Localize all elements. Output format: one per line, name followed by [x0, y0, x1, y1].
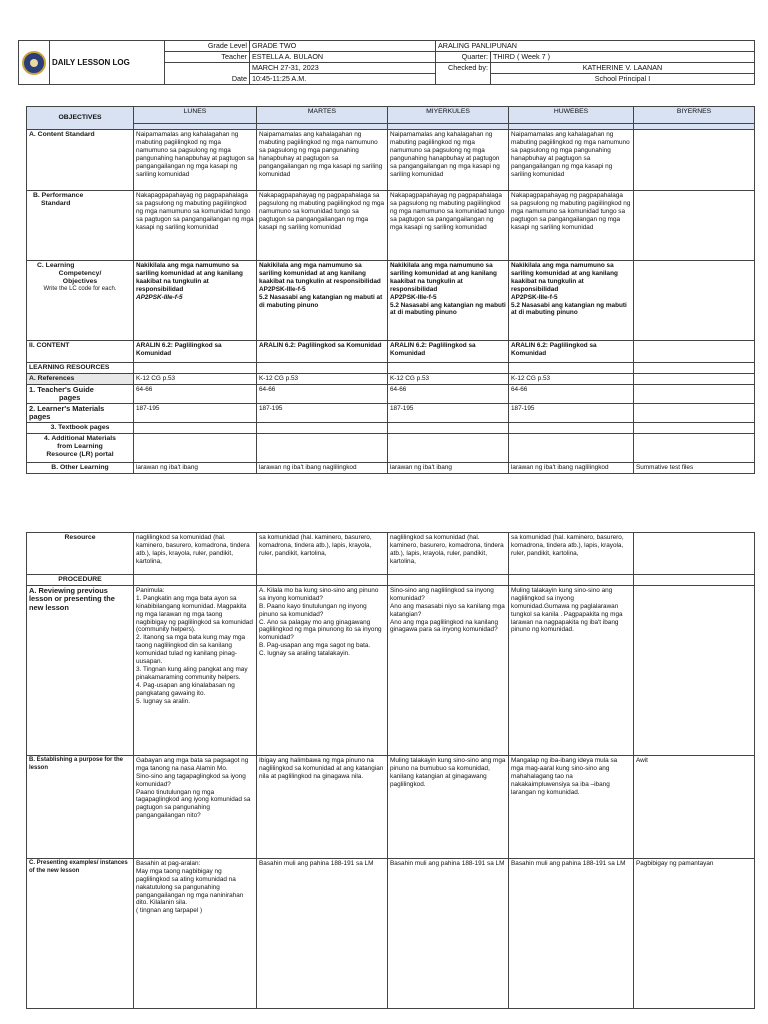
- resource-label: Resource: [27, 533, 134, 575]
- grade-level-label: Grade Level: [165, 41, 250, 52]
- subject-value: ARALING PANLIPUNAN: [436, 41, 755, 52]
- tg-pages-miyerkules: 64-66: [388, 384, 509, 403]
- resource-cont-lunes: naglilingkod sa komunidad (hal. kaminero, basurero, komadrona, tindera atb.), lapis, krayola, ruler, pandikit, kartolina,: [134, 533, 257, 575]
- content-lunes: ARALIN 6.2: Paglilingkod sa Komunidad: [134, 341, 257, 363]
- checked-by-title: School Principal I: [491, 74, 755, 85]
- learners-materials-label: 2. Learner's Materials pages: [27, 403, 134, 422]
- lm-pages-lunes: 187-195: [134, 403, 257, 422]
- content-standard-miyerkules: Naipamamalas ang kahalagahan ng mabuting pagiilingkod ng mga namumuno sa pagsulong ng mga pangunahing hanapbuhay at pagtugon sa pangangailangan ng mga kasapi ng sariling komunidad: [388, 130, 509, 191]
- tg-pages-lunes: 64-66: [134, 384, 257, 403]
- content-standard-martes: Naipamamalas ang kahalagahan ng mabuting pagiilingkod ng mga namumuno sa pagsulong ng mga pangunahing hanapbuhay at pagtugon sa pangangailangan ng mga kasapi ng sariling komunidad: [257, 130, 388, 191]
- proc-b-miyerkules: Muling talakayin kung sino-sino ang mga pinuno na bumubuo sa komunidad, kanilang katangian at ginagawang paglilingkod.: [388, 755, 509, 858]
- time-value: 10:45-11:25 A.M.: [250, 74, 436, 85]
- resource-cont-miyerkules: naglilingkod sa komunidad (hal. kaminero, basurero, komadrona, tindera atb.), lapis, krayola, ruler, pandikit, kartolina,: [388, 533, 509, 575]
- proc-b-biyernes: Awit: [634, 755, 755, 858]
- proc-c-martes: Basahin muli ang pahina 188-191 sa LM: [257, 858, 388, 1008]
- proc-b-label: B. Establishing a purpose for the lesson: [27, 755, 134, 858]
- other-resources-miyerkules: larawan ng iba't ibang: [388, 462, 509, 473]
- references-biyernes: [634, 373, 755, 384]
- lm-pages-miyerkules: 187-195: [388, 403, 509, 422]
- checked-by-label: Checked by:: [436, 63, 491, 85]
- proc-c-lunes: Basahin at pag-aralan: May mga taong nagbibigay ng paglilingkod sa ating komunidad na nakatutulong sa pangunahing pangangailangan ng mga naninirahan dito. Kilalanin sila. ( tingnan ang tarpapel ): [134, 858, 257, 1008]
- proc-a-huwebes: Muling talakayin kung sino-sino ang naglilingkod sa inyong komunidad.Gumawa ng paglalarawan tungkol sa kanila . Pagpapakita ng mga larawan na nagpapakita ng iba't ibang pinuno ng komunidad.: [509, 585, 634, 755]
- references-huwebes: K-12 CG p.53: [509, 373, 634, 384]
- header-table: [18, 40, 755, 85]
- other-resources-lunes: larawan ng iba't ibang: [134, 462, 257, 473]
- performance-standard-huwebes: Nakapagpapahayag ng pagpapahalaga sa pagsulong ng mabuting pagiilingkod ng mga namumuno sa komunidad tungo sa pagtugon sa pangangailangan ng mga kasapi ng sariling komunidad: [509, 191, 634, 261]
- objectives-header: OBJECTIVES: [27, 107, 134, 130]
- day-header-miyerkules: MIYERKULES: [388, 107, 509, 124]
- deped-seal-icon: [19, 41, 50, 85]
- proc-b-huwebes: Mangalap ng iba-ibang ideya mula sa mga mag-aaral kung sino-sino ang mahahalagang tao na nakakaimpluwensiya sa iba –ibang larangan ng komunidad.: [509, 755, 634, 858]
- day-header-lunes: LUNES: [134, 107, 257, 124]
- performance-standard-lunes: Nakapagpapahayag ng pagpapahalaga sa pagsulong ng mabuting pagiilingkod ng mga namumuno sa komunidad tungo sa pagtugon sa pangangailangan ng mga kasapi ng sariling komunidad: [134, 191, 257, 261]
- tg-pages-martes: 64-66: [257, 384, 388, 403]
- additional-materials-label: 4. Additional Materials from Learning Resource (LR) portal: [27, 433, 134, 462]
- document-title: DAILY LESSON LOG: [50, 41, 165, 85]
- proc-a-biyernes: [634, 585, 755, 755]
- lm-pages-biyernes: [634, 403, 755, 422]
- content-standard-biyernes: [634, 130, 755, 191]
- other-resources-martes: larawan ng iba't ibang naglilingkod: [257, 462, 388, 473]
- lesson-table-part1: [26, 106, 755, 474]
- teacher-label: Teacher: [165, 52, 250, 63]
- other-resources-huwebes: larawan ng iba't ibang naglilingkod: [509, 462, 634, 473]
- date-label: Date: [165, 63, 250, 85]
- proc-c-huwebes: Basahin muli ang pahina 188-191 sa LM: [509, 858, 634, 1008]
- proc-a-martes: A. Kilala mo ba kung sino-sino ang pinuno sa inyong komunidad? B. Paano kayo tinutulungan ng inyong pinuno sa komunidad? C. Ano sa palagay mo ang ginagawang paglilingkod ng mga pinunong ito sa inyong komunidad? B. Pag-usapan ang mga sagot ng bata. C. Iugnay sa araling tatalakayin.: [257, 585, 388, 755]
- learning-competency-biyernes: [634, 261, 755, 341]
- quarter-label: Quarter:: [436, 52, 491, 63]
- proc-c-miyerkules: Basahin muli ang pahina 188-191 sa LM: [388, 858, 509, 1008]
- teachers-guide-label: 1. Teacher's Guide pages: [27, 384, 134, 403]
- resource-cont-martes: sa komunidad (hal. kaminero, basurero, komadrona, tindera atb.), lapis, krayola, ruler, pandikit, kartolina,: [257, 533, 388, 575]
- proc-a-label: A. Reviewing previous lesson or presenting the new lesson: [27, 585, 134, 755]
- content-martes: ARALIN 6.2: Paglilingkod sa Komunidad: [257, 341, 388, 363]
- tg-pages-huwebes: 64-66: [509, 384, 634, 403]
- content-standard-huwebes: Naipamamalas ang kahalagahan ng mabuting pagiilingkod ng mga namumuno sa pagsulong ng mga pangunahing hanapbuhay at pagtugon sa pangangailangan ng mga kasapi ng sariling komunidad: [509, 130, 634, 191]
- resource-cont-biyernes: [634, 533, 755, 575]
- content-biyernes: [634, 341, 755, 363]
- references-miyerkules: K-12 CG p.53: [388, 373, 509, 384]
- content-huwebes: ARALIN 6.2: Paglilingkod sa Komunidad: [509, 341, 634, 363]
- references-lunes: K-12 CG p.53: [134, 373, 257, 384]
- content-standard-lunes: Naipamamalas ang kahalagahan ng mabuting pagiilingkod ng mga namumuno sa pagsulong ng mga pangunahing hanapbuhay at pagtugon sa pangangailangan ng mga kasapi ng sariling komunidad: [134, 130, 257, 191]
- content-label: II. CONTENT: [27, 341, 134, 363]
- tg-pages-biyernes: [634, 384, 755, 403]
- proc-a-miyerkules: Sino-sino ang naglilingkod sa inyong komunidad? Ano ang masasabi niyo sa kanilang mga katangian? Ano ang mga paglilingkod na kanilang ginagawa para sa inyong komunidad?: [388, 585, 509, 755]
- content-miyerkules: ARALIN 6.2: Paglilingkod sa Komunidad: [388, 341, 509, 363]
- content-standard-label: A. Content Standard: [27, 130, 134, 191]
- performance-standard-label: B. Performance Standard: [27, 191, 134, 261]
- date-value: MARCH 27-31, 2023: [250, 63, 436, 74]
- lm-pages-huwebes: 187-195: [509, 403, 634, 422]
- learning-competency-miyerkules: Nakikilala ang mga namumuno sa sariling komunidad at ang kanilang kaakibat na tungkulin at responsibilidad AP2PSK-IIIe-f-5 5.2 Nasasabi ang katangian ng mabuti at di mabuting pinuno: [388, 261, 509, 341]
- proc-a-lunes: Panimula: 1. Pangkatin ang mga bata ayon sa kinabibilangang komunidad. Magpakita ng mga larawan ng mga taong nagbibigay ng paglilingkod sa komunidad (community helpers). 2. Itanong sa mga bata kung may mga taong naglilingkod din sa kanilang komunidad tulad ng kanilang pinag-uusapan. 3. Tingnan kung aling pangkat ang may pinakamaraming community helpers. 4. Pag-usapan ang kinalabasan ng pangkatang gawaing ito. 5. Iugnay sa aralin.: [134, 585, 257, 755]
- grade-level-value: GRADE TWO: [250, 41, 436, 52]
- day-header-martes: MARTES: [257, 107, 388, 124]
- teacher-value: ESTELLA A. BULAON: [250, 52, 436, 63]
- other-learning-label: B. Other Learning: [27, 462, 134, 473]
- performance-standard-martes: Nakapagpapahayag ng pagpapahalaga sa pagsulong ng mabuting pagiilingkod ng mga namumuno sa komunidad tungo sa pagtugon sa pangangailangan ng mga kasapi ng sariling komunidad: [257, 191, 388, 261]
- proc-b-lunes: Gabayan ang mga bata sa pagsagot ng mga tanong na nasa Alamin Mo. Sino-sino ang tagapaglingkod sa iyong komunidad? Paano tinutulungan ng mga tagapaglingkod ang iyong komunidad sa pagtugon sa pangunahing pangangailangan nito?: [134, 755, 257, 858]
- performance-standard-miyerkules: Nakapagpapahayag ng pagpapahalaga sa pagsulong ng mabuting pagiilingkod ng mga namumuno sa komunidad tungo sa pagtugon sa pangangailangan ng mga kasapi ng sariling komunidad: [388, 191, 509, 261]
- quarter-value: THIRD ( Week 7 ): [491, 52, 755, 63]
- proc-b-martes: Ibigay ang halimbawa ng mga pinuno na naglilingkod sa komunidad at ang katangian nila at paglilingkod na ginagawa nila.: [257, 755, 388, 858]
- proc-c-label: C. Presenting examples/ instances of the new lesson: [27, 858, 134, 1008]
- learning-competency-martes: Nakikilala ang mga namumuno sa sariling komunidad at ang kanilang kaakibat na tungkulin at responsibilidad AP2PSK-IIIe-f-5 5.2 Nasasabi ang katangian ng mabuti at di mabuting pinuno: [257, 261, 388, 341]
- lm-pages-martes: 187-195: [257, 403, 388, 422]
- day-header-biyernes: BIYERNES: [634, 107, 755, 124]
- proc-c-biyernes: Pagbibigay ng pamantayan: [634, 858, 755, 1008]
- learning-competency-label: C. Learning Competency/ Objectives Write the LC code for each.: [27, 261, 134, 341]
- references-martes: K-12 CG p.53: [257, 373, 388, 384]
- textbook-pages-label: 3. Textbook pages: [27, 422, 134, 433]
- procedure-label: PROCEDURE: [27, 575, 134, 586]
- learning-resources-label: LEARNING RESOURCES: [27, 363, 134, 374]
- other-resources-biyernes: Summative test files: [634, 462, 755, 473]
- learning-competency-huwebes: Nakikilala ang mga namumuno sa sariling komunidad at ang kanilang kaakibat na tungkulin at responsibilidad AP2PSK-IIIe-f-5 5.2 Nasasabi ang katangian ng mabuti at di mabuting pinuno: [509, 261, 634, 341]
- performance-standard-biyernes: [634, 191, 755, 261]
- learning-competency-lunes: Nakikilala ang mga namumuno sa sariling komunidad at ang kanilang kaakibat na tungkulin at responsibilidad AP2PSK-IIIe-f-5: [134, 261, 257, 341]
- checked-by-name: KATHERINE V. LAANAN: [491, 63, 755, 74]
- resource-cont-huwebes: sa komunidad (hal. kaminero, basurero, komadrona, tindera atb.), lapis, krayola, ruler, pandikit, kartolina,: [509, 533, 634, 575]
- day-header-huwebes: HUWEBES: [509, 107, 634, 124]
- lesson-table-part2: [26, 532, 755, 1009]
- references-label: A. References: [27, 373, 134, 384]
